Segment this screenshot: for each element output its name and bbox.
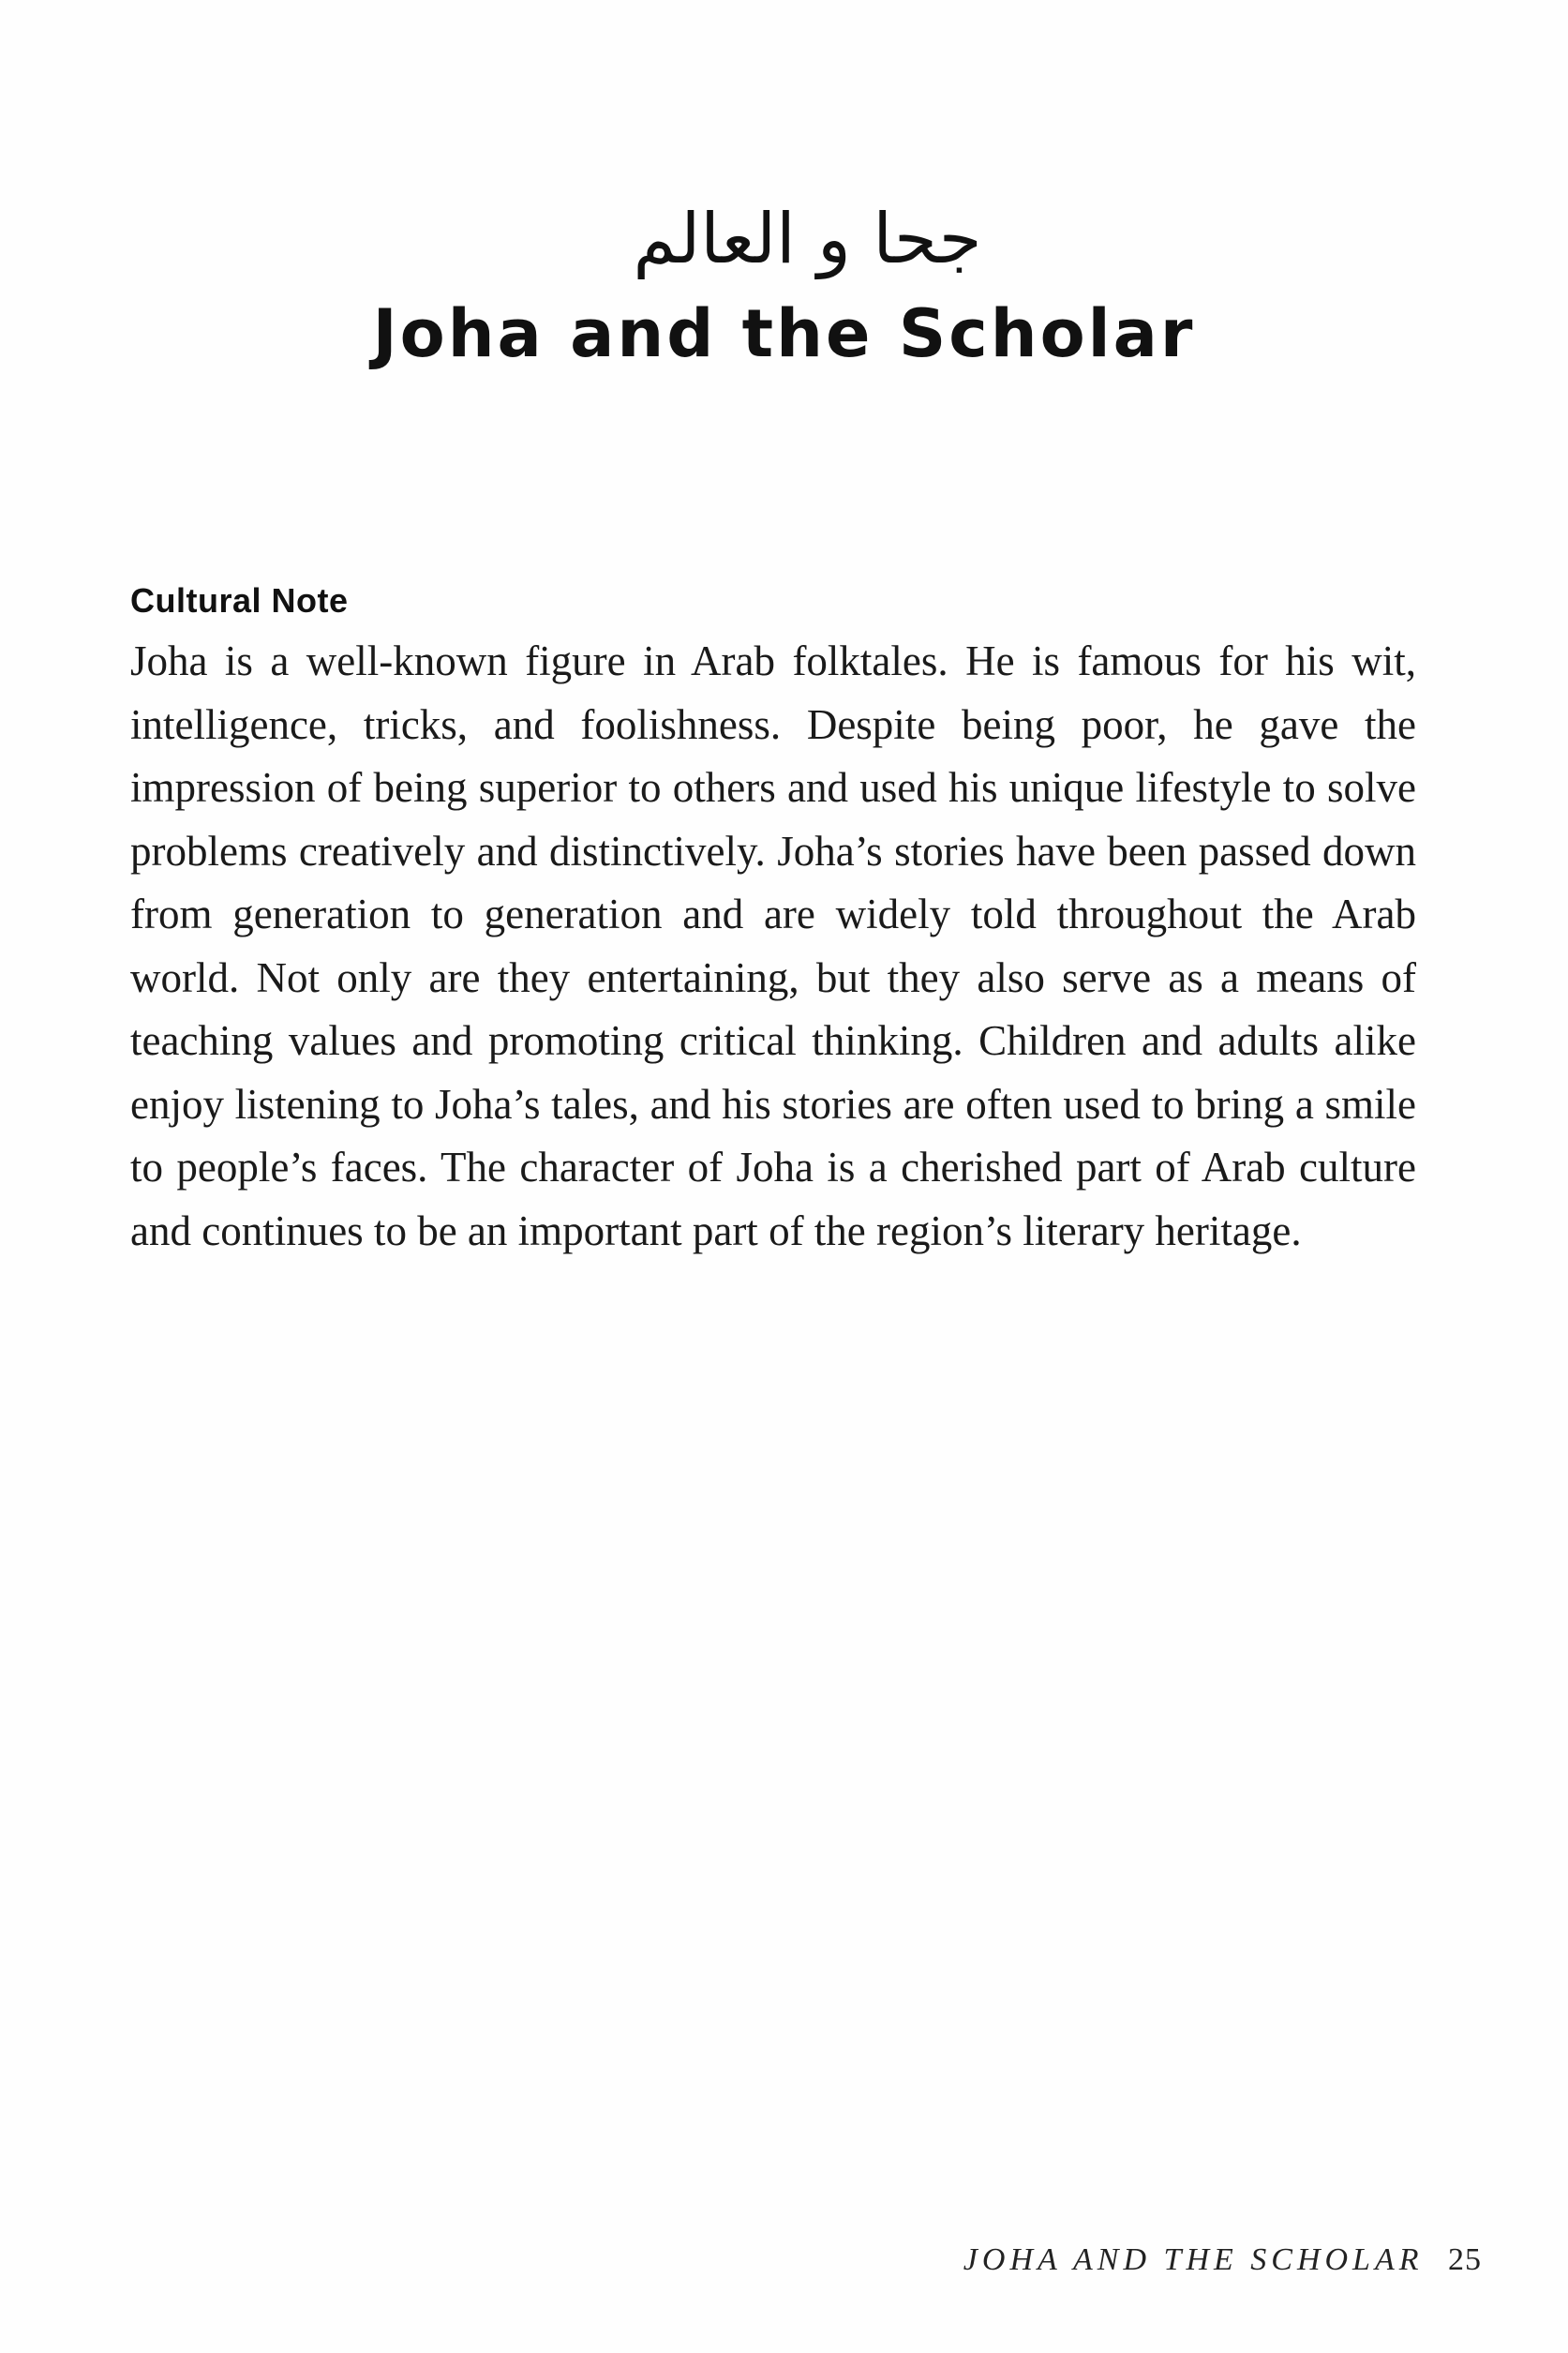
chapter-title-english: Joha and the Scholar <box>372 295 1196 373</box>
cultural-note-section <box>130 581 1416 1263</box>
chapter-title-arabic: جحا و العالم <box>633 199 982 279</box>
section-body-paragraph: Joha is a well-known figure in Arab folktales. He is famous for his wit, intelligence, tricks, and foolishness. Despite being poor, he gave the impression of being superior to others and used his unique lifestyle to solve problems creatively and distinctively. Joha’s stories have been passed down from generation to generation and are widely told throughout the Arab world. Not only are they entertaining, but they also serve as a means of teaching values and promoting critical thinking. Children and adults alike enjoy listening to Joha’s tales, and his stories are often used to bring a smile to people’s faces. The character of Joha is a cherished part of Arab culture and continues to be an important part of the region’s literary heritage. <box>130 637 1416 1254</box>
running-title: JOHA AND THE SCHOLAR <box>963 2242 1424 2277</box>
page-number: 25 <box>1448 2242 1482 2277</box>
section-heading: Cultural Note <box>130 581 349 620</box>
running-footer <box>963 2242 1482 2278</box>
chapter-title-block <box>0 199 1568 373</box>
